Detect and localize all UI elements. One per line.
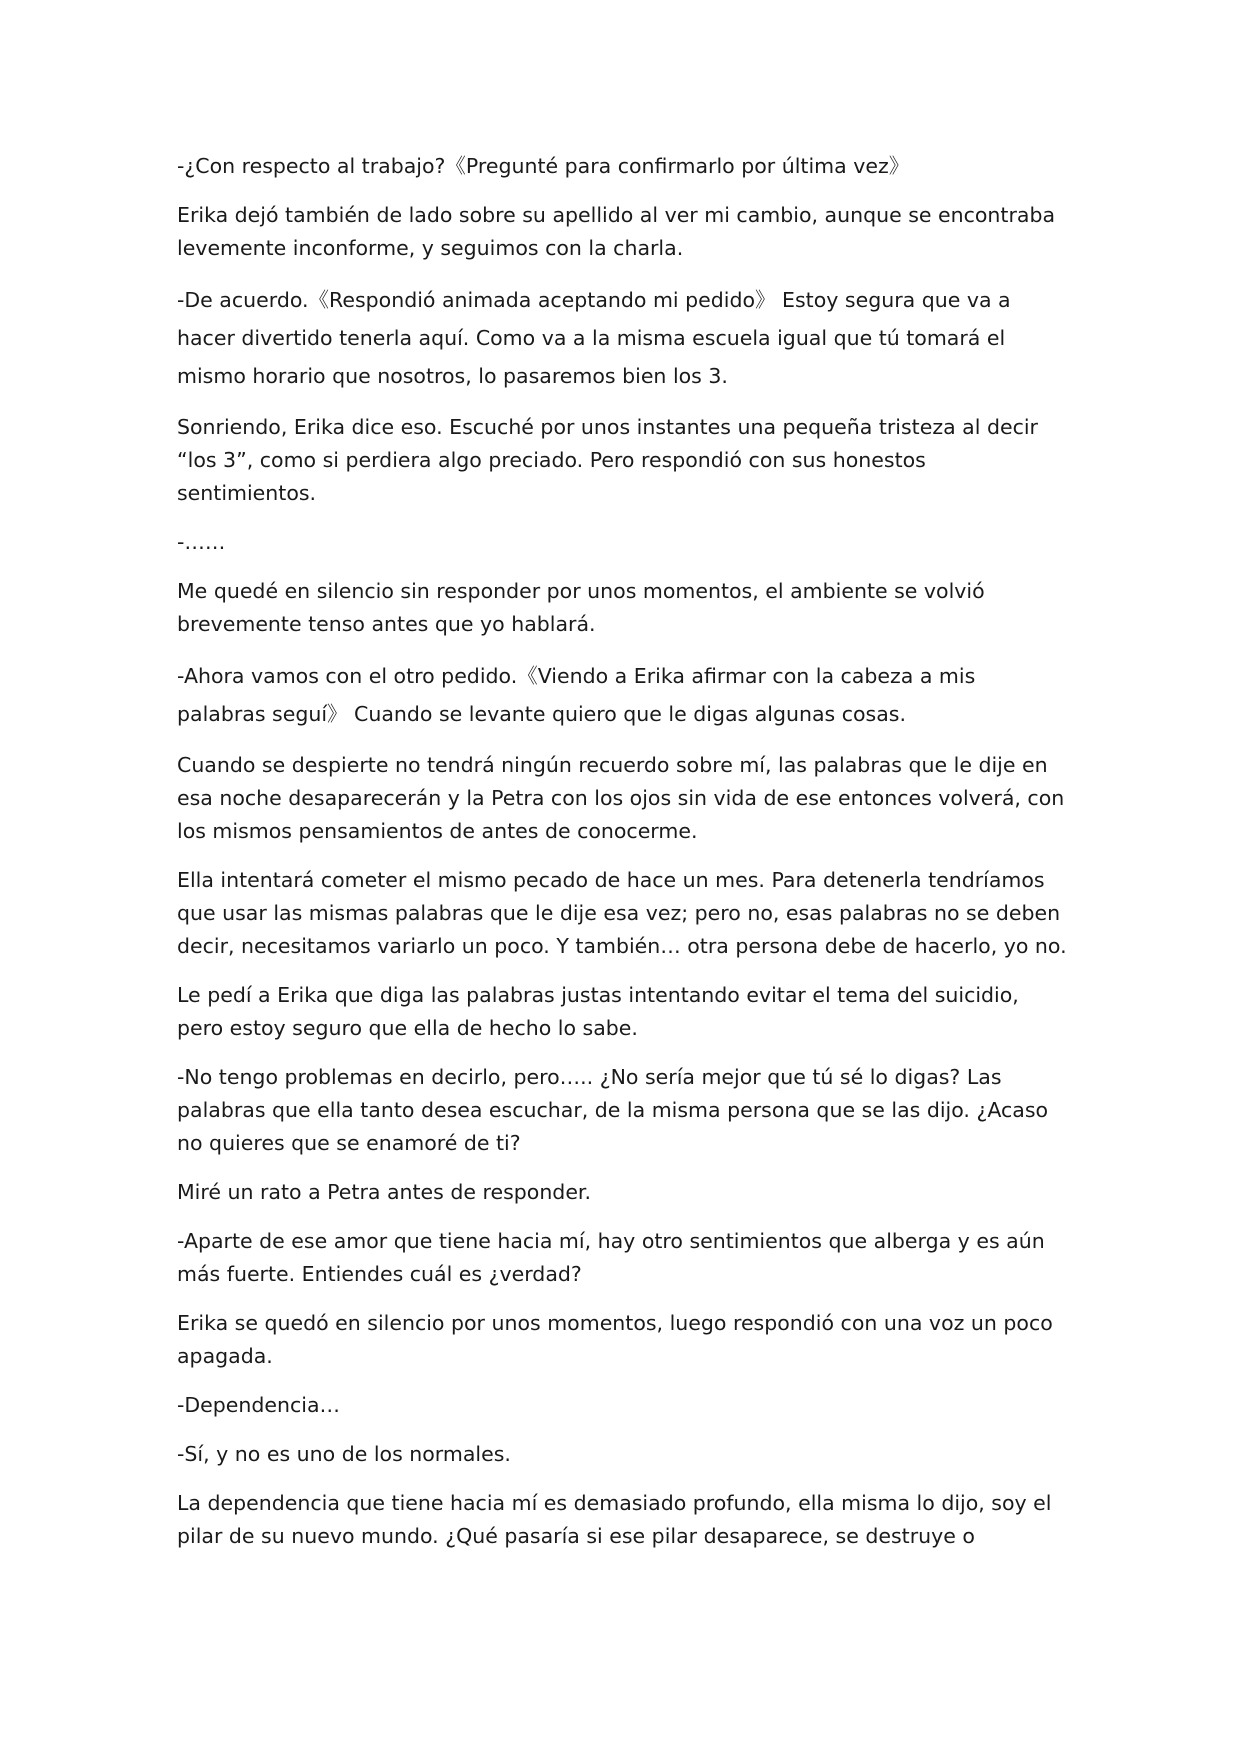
paragraph-10: Le pedí a Erika que diga las palabras justas intentando evitar el tema del suicidio, pero estoy seguro que ella de hecho lo sabe.	[177, 983, 1019, 1040]
paragraph-5: -……	[177, 530, 226, 554]
paragraph-11: -No tengo problemas en decirlo, pero….. ¿No sería mejor que tú sé lo digas? Las palabras que ella tanto desea escuchar, de la misma persona que se las dijo. ¿Acaso no quieres que se enamoré de ti?	[177, 1065, 1049, 1155]
paragraph-8: Cuando se despierte no tendrá ningún recuerdo sobre mí, las palabras que le dije en esa noche desaparecerán y la Petra con los ojos sin vida de ese entonces volverá, con los mismos pensamientos de antes de conocerme.	[177, 753, 1065, 843]
document-page	[177, 150, 1067, 1569]
paragraph-17: La dependencia que tiene hacia mí es demasiado profundo, ella misma lo dijo, soy el pilar de su nuevo mundo. ¿Qué pasaría si ese pilar desaparece, se destruye o	[177, 1491, 1052, 1548]
paragraph-9: Ella intentará cometer el mismo pecado de hace un mes. Para detenerla tendríamos que usar las mismas palabras que le dije esa vez; pero no, esas palabras no se deben decir, necesitamos variarlo un poco. Y también… otra persona debe de hacerlo, yo no.	[177, 868, 1067, 958]
paragraph-2: Erika dejó también de lado sobre su apellido al ver mi cambio, aunque se encontraba levemente inconforme, y seguimos con la charla.	[177, 203, 1056, 260]
paragraph-16: -Sí, y no es uno de los normales.	[177, 1442, 511, 1466]
paragraph-15: -Dependencia…	[177, 1393, 341, 1417]
paragraph-7: -Ahora vamos con el otro pedido.《Viendo a Erika afirmar con la cabeza a mis palabras seguí》 Cuando se levante quiero que le digas algunas cosas.	[177, 664, 976, 726]
paragraph-6: Me quedé en silencio sin responder por unos momentos, el ambiente se volvió brevemente tenso antes que yo hablará.	[177, 579, 985, 636]
paragraph-3: -De acuerdo.《Respondió animada aceptando mi pedido》 Estoy segura que va a hacer divertido tenerla aquí. Como va a la misma escuela igual que tú tomará el mismo horario que nosotros, lo pasaremos bien los 3.	[177, 288, 1011, 388]
paragraph-13: -Aparte de ese amor que tiene hacia mí, hay otro sentimientos que alberga y es aún más fuerte. Entiendes cuál es ¿verdad?	[177, 1229, 1045, 1286]
paragraph-12: Miré un rato a Petra antes de responder.	[177, 1180, 591, 1204]
paragraph-4: Sonriendo, Erika dice eso. Escuché por unos instantes una pequeña tristeza al decir “los 3”, como si perdiera algo preciado. Pero respondió con sus honestos sentimientos.	[177, 415, 1038, 505]
paragraph-14: Erika se quedó en silencio por unos momentos, luego respondió con una voz un poco apagada.	[177, 1311, 1053, 1368]
paragraph-1: -¿Con respecto al trabajo?《Pregunté para confirmarlo por última vez》	[177, 154, 910, 178]
